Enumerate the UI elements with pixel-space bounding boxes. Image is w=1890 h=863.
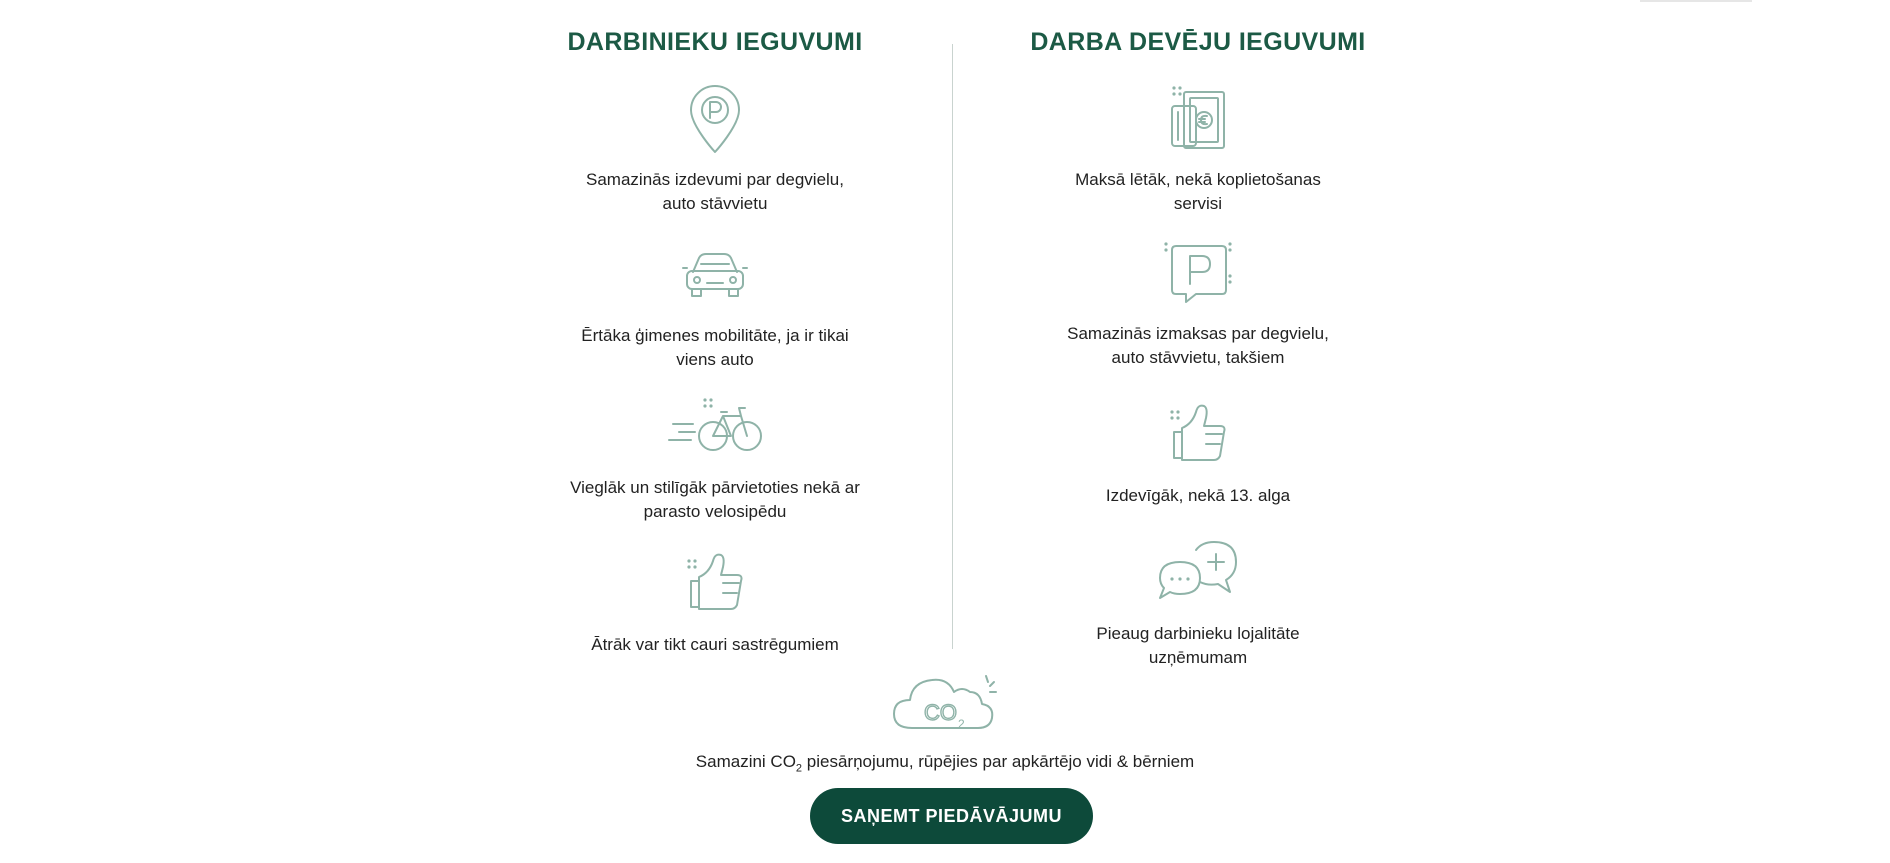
employer-benefit-label: Maksā lētāk, nekā koplietošanas servisi	[1075, 170, 1321, 213]
employees-title: DARBINIEKU IEGUVUMI	[567, 28, 863, 56]
employers-title: DARBA DEVĒJU IEGUVUMI	[1030, 28, 1366, 56]
co2-benefit-label: Samazini $CO_2$ piesārņojumu, rūpējies par apkārtējo vidi & bērniem	[695, 752, 1195, 775]
parking-sign-icon	[1162, 236, 1234, 308]
svg-text:2: 2	[958, 717, 965, 731]
employee-benefit-label: Samazinās izdevumi par degvielu, auto stāvvietu	[586, 170, 844, 213]
employee-benefit-mobility	[505, 238, 925, 372]
employee-benefit-fuel	[505, 82, 925, 216]
employee-benefit-bicycle	[505, 390, 925, 524]
car-icon	[679, 238, 751, 310]
top-divider-line	[1640, 0, 1752, 2]
column-divider	[952, 44, 953, 649]
money-card-icon	[1162, 82, 1234, 154]
employer-benefit-label: Izdevīgāk, nekā 13. alga	[1105, 486, 1291, 505]
bicycle-icon	[667, 390, 763, 462]
employer-benefit-costs	[988, 236, 1408, 370]
chat-bubbles-icon	[1156, 536, 1240, 608]
employee-benefit-label: Vieglāk un stilīgāk pārvietoties nekā ar parasto velosipēdu	[570, 478, 860, 521]
co2-cloud-icon	[890, 668, 1000, 734]
thumbs-up-icon	[679, 547, 751, 619]
employee-benefit-label: Ātrāk var tikt cauri sastrēgumiem	[591, 635, 839, 654]
employer-benefit-label: Samazinās izmaksas par degvielu, auto stāvvietu, takšiem	[1067, 324, 1329, 367]
employer-benefit-price	[988, 82, 1408, 216]
thumbs-up-icon	[1162, 398, 1234, 470]
employee-benefit-traffic	[505, 547, 925, 657]
employer-benefit-salary	[988, 398, 1408, 508]
svg-text:CO: CO	[924, 700, 957, 725]
parking-pin-icon	[679, 82, 751, 154]
employer-benefit-label: Pieaug darbinieku lojalitāte uzņēmumam	[1096, 624, 1300, 667]
employer-benefit-loyalty	[988, 536, 1408, 670]
co2-benefit	[645, 668, 1245, 780]
employee-benefit-label: Ērtāka ģimenes mobilitāte, ja ir tikai viens auto	[581, 326, 849, 369]
get-offer-button[interactable]: SAŅEMT PIEDĀVĀJUMU	[810, 788, 1093, 844]
